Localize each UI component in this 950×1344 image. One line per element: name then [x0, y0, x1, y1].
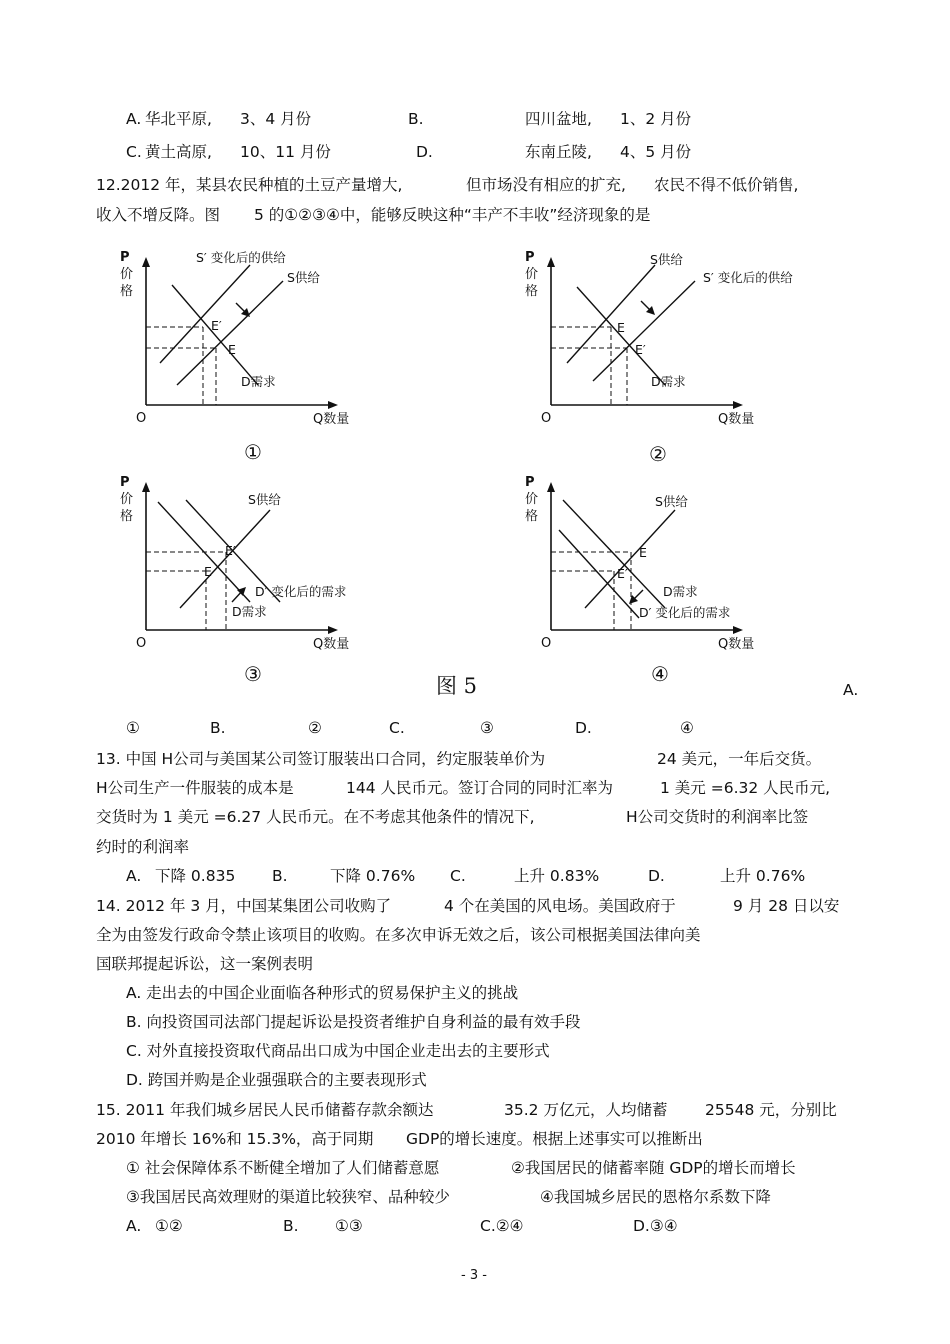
- g1-number: ①: [244, 440, 262, 464]
- g2-supply-shifted-line: [593, 281, 695, 381]
- g4-p-label: P: [525, 475, 535, 490]
- q13-option-c-label: C.: [450, 867, 466, 885]
- g3-equilibrium-shifted-label: E′: [225, 543, 236, 558]
- q11-option-d-month: 4、5 月份: [620, 143, 692, 161]
- g2-demand-line: [577, 287, 665, 385]
- g1-supply-label: S供给: [287, 270, 320, 285]
- q14-line2: 全为由签发行政命令禁止该项目的收购。在多次申诉无效之后，该公司根据美国法律向美: [96, 926, 701, 944]
- g4-supply-label: S供给: [655, 494, 688, 509]
- g2-number: ②: [649, 442, 667, 466]
- g3-x-arrow: [328, 626, 338, 634]
- q13-option-d-label: D.: [648, 867, 665, 885]
- q14-line1-b: 4 个在美国的风电场。美国政府于: [444, 897, 676, 915]
- q14-option-d: D. 跨国并购是企业强强联合的主要表现形式: [126, 1071, 427, 1089]
- q15-statement-3: ③我国居民高效理财的渠道比较狭窄、品种较少: [126, 1188, 450, 1206]
- q12-option-d-label: D.: [575, 719, 592, 737]
- g1-price-label-2: 格: [120, 284, 134, 299]
- q15-line1-b: 35.2 万亿元，人均储蓄: [504, 1101, 668, 1119]
- q12-option-c-value: ③: [480, 719, 494, 737]
- q15-option-d: D.③④: [633, 1217, 678, 1235]
- g2-equilibrium-label: E: [617, 320, 625, 335]
- supply-demand-graph-2: [515, 245, 835, 470]
- q12-option-b-value: ②: [308, 719, 322, 737]
- q15-option-c: C.②④: [480, 1217, 524, 1235]
- supply-demand-graph-4: [515, 470, 835, 695]
- q12-option-c-label: C.: [389, 719, 405, 737]
- g1-equilibrium-label: E: [228, 342, 236, 357]
- q14-line3: 国联邦提起诉讼，这一案例表明: [96, 955, 314, 973]
- figure-5-caption: 图 5: [436, 674, 478, 698]
- q14-line1-a: 14. 2012 年 3 月，中国某集团公司收购了: [96, 897, 392, 915]
- q12-line2-a: 收入不增反降。图: [96, 206, 221, 224]
- g4-x-arrow: [733, 626, 743, 634]
- q15-line2-a: 2010 年增长 16%和 15.3%，高于同期: [96, 1130, 374, 1148]
- g4-demand-shifted-label: D′ 变化后的需求: [639, 605, 731, 620]
- g3-number: ③: [244, 662, 262, 686]
- q11-option-b-label: B.: [408, 110, 424, 128]
- g2-p-label: P: [525, 250, 535, 265]
- q12-line1-a: 12.2012 年，某县农民种植的土豆产量增大,: [96, 176, 403, 194]
- g2-supply-shifted-label: S′ 变化后的供给: [703, 270, 793, 285]
- g1-x-arrow: [328, 401, 338, 409]
- q14-option-c: C. 对外直接投资取代商品出口成为中国企业走出去的主要形式: [126, 1042, 550, 1060]
- q13-option-a-text: 下降 0.835: [155, 867, 236, 885]
- g3-price-label-2: 格: [120, 509, 134, 524]
- q14-option-a: A. 走出去的中国企业面临各种形式的贸易保护主义的挑战: [126, 984, 519, 1002]
- g4-equilibrium-label: E: [639, 545, 647, 560]
- q15-line2-b: GDP的增长速度。根据上述事实可以推断出: [406, 1130, 703, 1148]
- g4-y-arrow: [547, 482, 555, 492]
- q13-line2-c: 1 美元 =6.32 人民币元,: [660, 779, 831, 797]
- q15-statement-1: ① 社会保障体系不断健全增加了人们储蓄意愿: [126, 1159, 440, 1177]
- g2-equilibrium-shifted-label: E′: [635, 342, 646, 357]
- g3-equilibrium-label: E: [204, 564, 212, 579]
- g3-origin: O: [136, 636, 147, 651]
- g1-y-arrow: [142, 257, 150, 267]
- g2-supply-label: S供给: [650, 252, 683, 267]
- q11-option-d-label: D.: [416, 143, 433, 161]
- q13-line1-a: 13. 中国 H公司与美国某公司签订服装出口合同，约定服装单价为: [96, 750, 546, 768]
- g3-p-label: P: [120, 475, 130, 490]
- g2-x-arrow: [733, 401, 743, 409]
- g2-price-label-2: 格: [525, 284, 539, 299]
- g3-y-arrow: [142, 482, 150, 492]
- q12-option-a-label: A.: [843, 681, 859, 699]
- q13-option-c-text: 上升 0.83%: [514, 867, 600, 885]
- q15-option-a-label: A.: [126, 1217, 142, 1235]
- q12-option-a-value: ①: [126, 719, 140, 737]
- g3-supply-label: S供给: [248, 492, 281, 507]
- g3-q-label: Q数量: [313, 637, 350, 652]
- q13-line3-b: H公司交货时的利润率比签: [626, 808, 809, 826]
- q15-option-b-text: ①③: [335, 1217, 363, 1235]
- q15-line1-a: 15. 2011 年我们城乡居民人民币储蓄存款余额达: [96, 1101, 434, 1119]
- q14-line1-c: 9 月 28 日以安: [733, 897, 840, 915]
- supply-demand-graph-3: [110, 470, 430, 695]
- g1-equilibrium-shifted-label: E′: [211, 318, 222, 333]
- q12-line1-c: 农民不得不低价销售,: [654, 176, 799, 194]
- q11-option-d-text: 东南丘陵,: [525, 143, 592, 161]
- q11-option-a-label: A.: [126, 110, 142, 128]
- q13-option-b-label: B.: [272, 867, 288, 885]
- q15-option-a-text: ①②: [155, 1217, 183, 1235]
- page-number: - 3 -: [461, 1268, 487, 1283]
- g1-supply-line: [177, 281, 283, 385]
- g2-origin: O: [541, 411, 552, 426]
- g1-supply-shifted-label: S′ 变化后的供给: [196, 250, 286, 265]
- g1-demand-label: D需求: [241, 374, 276, 389]
- q11-option-c-label: C.: [126, 143, 142, 161]
- g1-q-label: Q数量: [313, 412, 350, 427]
- q15-line1-c: 25548 元，分别比: [705, 1101, 837, 1119]
- g2-y-arrow: [547, 257, 555, 267]
- q13-line2-b: 144 人民币元。签订合同的同时汇率为: [346, 779, 614, 797]
- g4-equilibrium-shifted-label: E′: [617, 566, 628, 581]
- q13-option-d-text: 上升 0.76%: [720, 867, 806, 885]
- g4-price-label-1: 价: [525, 492, 539, 507]
- g1-p-label: P: [120, 250, 130, 265]
- q13-line2-a: H公司生产一件服装的成本是: [96, 779, 294, 797]
- g4-origin: O: [541, 636, 552, 651]
- q13-line1-b: 24 美元，一年后交货。: [657, 750, 822, 768]
- q15-statement-4: ④我国城乡居民的恩格尔系数下降: [540, 1188, 771, 1206]
- q12-line2-b: 5 的①②③④中，能够反映这种“丰产不丰收”经济现象的是: [254, 206, 651, 224]
- g4-demand-label: D需求: [663, 584, 698, 599]
- q11-option-a-text: 华北平原,: [145, 110, 212, 128]
- g1-origin: O: [136, 411, 147, 426]
- q13-option-b-text: 下降 0.76%: [330, 867, 416, 885]
- q13-option-a-label: A.: [126, 867, 142, 885]
- q15-option-b-label: B.: [283, 1217, 299, 1235]
- q11-option-b-month: 1、2 月份: [620, 110, 692, 128]
- q12-line1-b: 但市场没有相应的扩充,: [466, 176, 626, 194]
- g3-price-label-1: 价: [120, 492, 134, 507]
- g1-price-label-1: 价: [120, 267, 134, 282]
- q11-option-c-text: 黄土高原,: [145, 143, 212, 161]
- g2-q-label: Q数量: [718, 412, 755, 427]
- q13-line4: 约时的利润率: [96, 838, 190, 856]
- g4-number: ④: [651, 662, 669, 686]
- q12-option-b-label: B.: [210, 719, 226, 737]
- supply-demand-graph-1: [110, 245, 370, 470]
- g3-demand-shifted-label: D′ 变化后的需求: [255, 584, 347, 599]
- q13-line3-a: 交货时为 1 美元 =6.27 人民币元。在不考虑其他条件的情况下,: [96, 808, 535, 826]
- q11-option-a-month: 3、4 月份: [240, 110, 312, 128]
- q11-option-c-month: 10、11 月份: [240, 143, 331, 161]
- q12-option-d-value: ④: [680, 719, 694, 737]
- g3-demand-label: D需求: [232, 604, 267, 619]
- q11-option-b-text: 四川盆地,: [525, 110, 592, 128]
- g4-supply-line: [585, 510, 675, 608]
- g4-q-label: Q数量: [718, 637, 755, 652]
- q14-option-b: B. 向投资国司法部门提起诉讼是投资者维护自身利益的最有效手段: [126, 1013, 581, 1031]
- g2-demand-label: D需求: [651, 374, 686, 389]
- g2-price-label-1: 价: [525, 267, 539, 282]
- g4-price-label-2: 格: [525, 509, 539, 524]
- q15-statement-2: ②我国居民的储蓄率随 GDP的增长而增长: [511, 1159, 796, 1177]
